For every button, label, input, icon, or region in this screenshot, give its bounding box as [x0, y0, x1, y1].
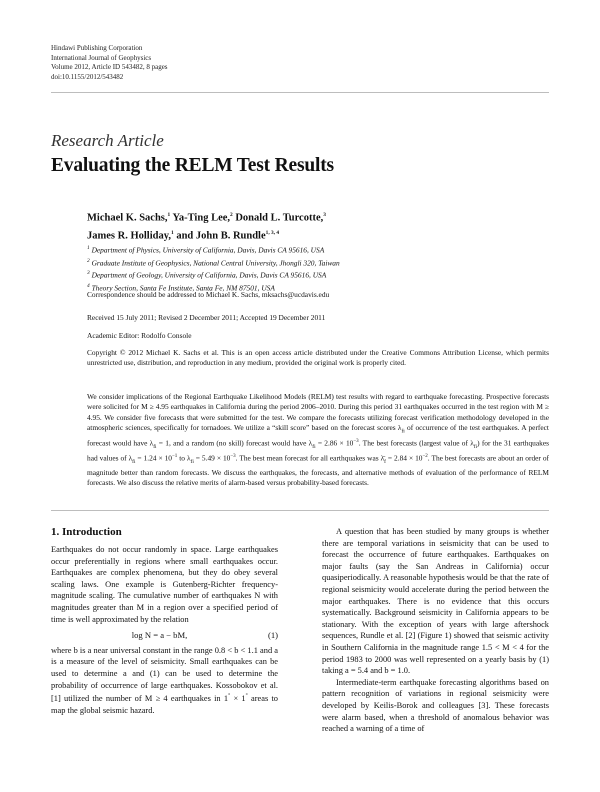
article-dates: Received 15 July 2011; Revised 2 December 2011; Accepted 19 December 2011 [87, 313, 326, 322]
section-rule [51, 510, 549, 511]
volume-info: Volume 2012, Article ID 543482, 8 pages [51, 63, 168, 71]
author-list [87, 208, 549, 243]
header-rule [51, 92, 549, 93]
affiliation-text: Theory Section, Santa Fe Institute, Santa Fe, NM 87501, USA [91, 283, 275, 293]
journal-header [51, 44, 168, 82]
affiliation-number: 1 [87, 245, 90, 251]
doi[interactable]: doi:10.1155/2012/543482 [51, 72, 124, 81]
affiliation [87, 243, 549, 256]
author-affil-ref: 1 [171, 229, 174, 236]
author-affil-ref: 1 [167, 212, 171, 218]
journal-name: International Journal of Geophysics [51, 53, 152, 62]
author: Ya-Ting Lee, [172, 212, 231, 224]
equation-body: log N = a − bM, [131, 630, 188, 641]
section-heading: 1. Introduction [51, 526, 122, 538]
author-affil-ref: 1, 3, 4 [265, 229, 280, 236]
affiliation [87, 268, 549, 281]
author: Donald L. Turcotte, [235, 212, 324, 224]
article-type: Research Article [51, 131, 164, 150]
paragraph: Intermediate-term earthquake forecasting algorithms based on pattern recognition of variations in regional seismicity were developed by Keilis-Borok and colleagues [3]. These forecasts were alarm based, when a threshold of anomalous behavior was reached a warning of a time of [322, 677, 549, 734]
publisher: Hindawi Publishing Corporation [51, 44, 143, 52]
equation [51, 630, 278, 642]
affiliation-number: 4 [87, 283, 90, 290]
abstract: We consider implications of the Regional Earthquake Likelihood Models (RELM) test results with regard to earthquake forecasting. Prospective forecasts were solicited for M ≥ 4.95 earthquakes in California during the period 2006–2010. During this period 31 earthquakes occurred in the test region with M ≥ 4.95. We consider five forecasts that were submitted for the test. We compare the forecasts utilizing forecast verification methodology developed in the atmospheric sciences, specifically for tornadoes. We utilize a “skill score” based on the forecast scores $\lambda_{fi}$ of occurrence of the test earthquakes. A perfect forecast would have $\lambda_{fi} = 1$, and a random (no skill) forecast would have $\lambda_{fi} = 2.86 \times 10^{-3}$. The best forecasts (largest value of $\lambda_{fi}$) for the 31 earthquakes had values of $\lambda_{fi} = 1.24 \times 10^{-1}$ to $\lambda_{fi} = 5.49 \times 10^{-3}$. The best mean forecast for all earthquakes was $\lambdā_f = 2.84 \times 10^{-2}$. The best forecasts are about an order of magnitude better than random forecasts. We discuss the earthquakes, the forecasts, and alternative methods of evaluation of the performance of RELM forecasts. We also discuss the relative merits of alarm-based versus probability-based forecasts. [87, 392, 549, 488]
paragraph: where b is a near universal constant in the range 0.8 < b < 1.1 and a is a measure of the level of seismicity. Small earthquakes can be used to determine a and (1) can be used to determine the probability of occurrence of large earthquakes. Kossobokov et al. [1] utilized the number of M ≥ 4 earthquakes in 1° × 1° areas to map the global seismic hazard. [51, 645, 278, 715]
affiliation-number: 3 [87, 270, 90, 277]
author-affil-ref: 2 [230, 212, 233, 218]
affiliation-number: 2 [87, 257, 90, 264]
affiliation-text: Department of Geology, University of California, Davis, Davis CA 95616, USA [91, 270, 327, 280]
author: and John B. Rundle [176, 230, 266, 241]
author: Michael K. Sachs, [87, 212, 168, 224]
correspondence: Correspondence should be addressed to Michael K. Sachs, mksachs@ucdavis.edu [87, 290, 330, 299]
body-column-left [51, 544, 278, 716]
affiliation-list [87, 243, 549, 294]
paragraph: Earthquakes do not occur randomly in space. Large earthquakes occur preferentially in regions where small earthquakes occur. Earthquakes are complex phenomena, but they do obey several scaling laws. One example is Gutenberg-Richter frequency-magnitude scaling. The cumulative number of earthquakes N with magnitudes greater than M in a region over a specified period of time is well approximated by the relation [51, 545, 278, 624]
affiliation-text: Department of Physics, University of California, Davis, Davis CA 95616, USA [91, 245, 325, 255]
body-column-right [322, 526, 549, 735]
author: James R. Holliday, [87, 230, 172, 241]
paragraph: A question that has been studied by many groups is whether there are temporal variations in seismicity that can be used to forecast the occurrence of future earthquakes. Earthquakes on major faults (say the San Andreas in California) occur quasiperiodically. A reasonable hypothesis would be that the rate of regional seismicity would accelerate during the period between the major earthquakes. There is no evidence that this occurs systematically. Background seismicity in California appears to be stationary. With the exception of years with large aftershock sequences, Rundle et al. [2] (Figure 1) showed that seismic activity in Southern California in the magnitude range 1.5 < M < 4 for the period 1983 to 2000 was well represented on a yearly basis by (1) taking a = 5.4 and b = 1.0. [322, 527, 549, 676]
copyright-notice: Copyright © 2012 Michael K. Sachs et al. This is an open access article distributed under the Creative Commons Attribution License, which permits unrestricted use, distribution, and reproduction in any medium, provided the original work is properly cited. [87, 348, 549, 367]
author-affil-ref: 3 [323, 212, 326, 218]
affiliation-text: Graduate Institute of Geophysics, National Central University, Jhongli 320, Taiwan [91, 258, 340, 268]
affiliation [87, 256, 549, 269]
equation-number: (1) [267, 630, 278, 641]
academic-editor: Academic Editor: Rodolfo Console [87, 331, 192, 340]
page-title: Evaluating the RELM Test Results [51, 155, 334, 176]
